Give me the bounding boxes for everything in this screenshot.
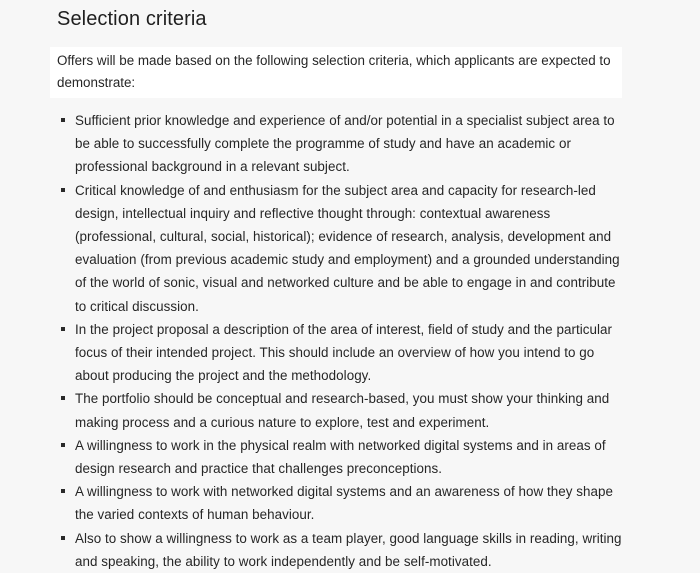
criteria-text: A willingness to work with networked digital systems and an awareness of how they shape the varied contexts of human behaviour. [75,484,614,523]
intro-paragraph: Offers will be made based on the following selection criteria, which applicants are expected to demonstrate: [50,47,622,98]
criteria-text: In the project proposal a description of the area of interest, field of study and the particular focus of their intended project. This should include an overview of how you intend to go about producing the project and the methodology. [75,321,613,384]
criteria-item [75,318,627,388]
criteria-text: Sufficient prior knowledge and experience of and/or potential in a specialist subject area to be able to successfully complete the programme of study and have an academic or professional background in a relevant subject. [75,113,615,175]
bullet-icon [61,188,65,192]
criteria-text: Critical knowledge of and enthusiasm for the subject area and capacity for research-led design, intellectual inquiry and reflective thought through: contextual awareness (professional, cultural, social, historical); evidence of research, analysis, development and evaluation (from previous academic study and employment) and a grounded understanding of the world of sonic, visual and networked culture and be able to engage in and contribute to critical discussion. [75,182,620,314]
criteria-list [0,109,700,573]
criteria-text: A willingness to work in the physical realm with networked digital systems and in areas of design research and practice that challenges preconceptions. [75,437,606,477]
bullet-icon [61,536,65,540]
criteria-item [75,434,627,480]
criteria-text: The portfolio should be conceptual and research-based, you must show your thinking and making process and a curious nature to explore, test and experiment. [75,391,610,430]
bullet-icon [61,327,65,331]
bullet-icon [61,443,65,447]
criteria-text: Also to show a willingness to work as a team player, good language skills in reading, writing and speaking, the ability to work independently and be self-motivated. [75,530,622,569]
bullet-icon [61,489,65,493]
bullet-icon [61,118,65,122]
bullet-icon [61,396,65,400]
criteria-item [75,387,627,433]
criteria-item [75,527,627,573]
criteria-item [75,179,627,318]
section-title: Selection criteria [57,8,207,30]
criteria-item [75,480,627,526]
criteria-item [75,109,627,179]
